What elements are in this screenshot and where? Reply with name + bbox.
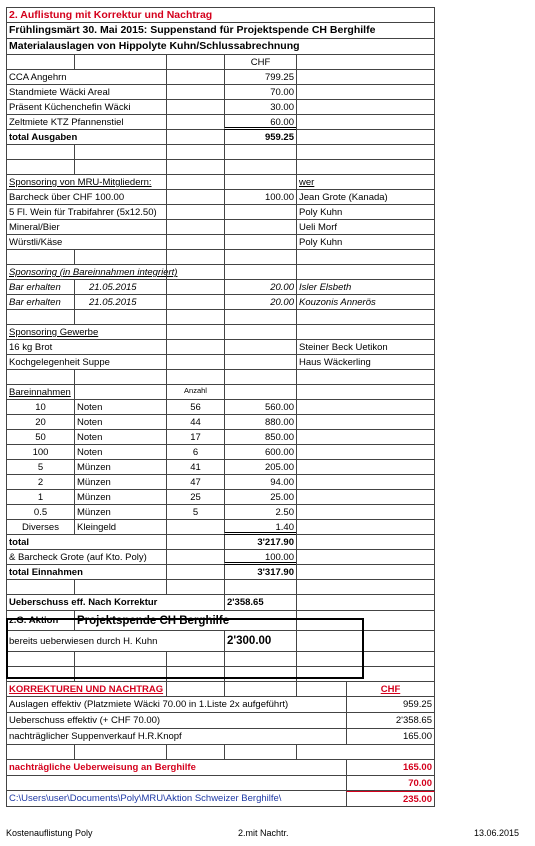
row-amount [224, 175, 296, 190]
row-amount [224, 325, 296, 340]
cash-count: 44 [166, 415, 224, 430]
cell [74, 160, 166, 175]
cash-count: 5 [166, 505, 224, 520]
row-label: Bar erhalten [6, 280, 74, 295]
action-value: Projektspende CH Berghilfe [74, 611, 296, 631]
cell [6, 580, 74, 595]
cell [296, 310, 435, 325]
cash-count: 56 [166, 400, 224, 415]
row-amount: 100.00 [224, 550, 296, 565]
cash-denom: 10 [6, 400, 74, 415]
row-label: Kochgelegenheit Suppe [6, 355, 166, 370]
corrections-currency: CHF [346, 682, 435, 697]
expense-row [6, 100, 435, 115]
cell [166, 295, 224, 310]
corrections-heading: KORREKTUREN UND NACHTRAG [6, 682, 166, 697]
file-path: C:\Users\user\Documents\Poly\MRU\Aktion Schweizer Berghilfe\ [6, 791, 346, 807]
cell [166, 175, 224, 190]
transferred-amount: 2'300.00 [224, 631, 296, 652]
sponsoring-bar-row [6, 295, 435, 310]
blank-row [6, 160, 435, 175]
total-income-row [6, 565, 435, 580]
cell [166, 550, 224, 565]
cell [224, 160, 296, 175]
expense-row [6, 115, 435, 130]
correction-label: Ueberschuss effektiv (+ CHF 70.00) [6, 713, 346, 729]
footer-center: 2.mit Nachtr. [238, 828, 289, 838]
cash-row [6, 490, 435, 505]
cell [166, 535, 224, 550]
cell [296, 460, 435, 475]
row-amount: 3'317.90 [224, 565, 296, 580]
cash-denom: 50 [6, 430, 74, 445]
row-label: Zeltmiete KTZ Pfannenstiel [6, 115, 166, 130]
correction-label: Auslagen effektiv (Platzmiete Wäcki 70.00 in 1.Liste 2x aufgeführt) [6, 697, 346, 713]
cash-type: Kleingeld [74, 520, 166, 535]
row-label: Bar erhalten [6, 295, 74, 310]
sheet-subtitle: Materialauslagen von Hippolyte Kuhn/Schlussabrechnung [6, 39, 435, 55]
currency-header: CHF [224, 55, 296, 70]
event-row [6, 23, 435, 39]
action-label: z.G. Aktion [6, 611, 74, 631]
row-label: Sponsoring (in Bareinnahmen integriert) [6, 265, 166, 280]
blank-row [6, 250, 435, 265]
cash-amount: 560.00 [224, 400, 296, 415]
cash-count: 25 [166, 490, 224, 505]
corrections-heading-row [6, 682, 435, 697]
cash-amount: 205.00 [224, 460, 296, 475]
sponsoring-gewerbe-row [6, 340, 435, 355]
cell [166, 745, 224, 760]
row-who: wer [296, 175, 435, 190]
row-amount: 100.00 [224, 190, 296, 205]
cash-row [6, 415, 435, 430]
cash-heading-row [6, 385, 435, 400]
cash-denom: Diverses [6, 520, 74, 535]
footer-left: Kostenauflistung Poly [6, 828, 93, 838]
row-amount [224, 205, 296, 220]
cash-amount: 880.00 [224, 415, 296, 430]
cash-row [6, 520, 435, 535]
sponsoring-gewerbe-heading [6, 325, 435, 340]
cash-type: Münzen [74, 475, 166, 490]
cell [296, 385, 435, 400]
row-amount: 20.00 [224, 295, 296, 310]
expense-row [6, 70, 435, 85]
row-who: Haus Wäckerling [296, 355, 435, 370]
cash-denom: 5 [6, 460, 74, 475]
sponsoring-members-heading [6, 175, 435, 190]
surplus-box [6, 618, 364, 679]
cell [296, 475, 435, 490]
row-amount [224, 340, 296, 355]
page-footer [6, 828, 526, 842]
title-row [6, 7, 435, 23]
cash-type: Noten [74, 400, 166, 415]
row-label: Standmiete Wäcki Areal [6, 85, 166, 100]
expense-row [6, 85, 435, 100]
row-label: Sponsoring Gewerbe [6, 325, 166, 340]
cash-count: 47 [166, 475, 224, 490]
blank-row [6, 580, 435, 595]
row-date: 21.05.2015 [74, 280, 166, 295]
correction-label: nachträglicher Suppenverkauf H.R.Knopf [6, 729, 346, 745]
row-label: Präsent Küchenchefin Wäcki [6, 100, 166, 115]
row-amount: 799.25 [224, 70, 296, 85]
row-who [296, 100, 435, 115]
row-amount: 70.00 [224, 85, 296, 100]
blank-row [6, 145, 435, 160]
row-amount: 60.00 [224, 115, 296, 130]
cell [224, 370, 296, 385]
row-label: Sponsoring von MRU-Mitgliedern: [6, 175, 166, 190]
cell [166, 280, 224, 295]
row-label: Würstli/Käse [6, 235, 166, 250]
cell [166, 565, 224, 580]
cash-row [6, 430, 435, 445]
cash-amount: 600.00 [224, 445, 296, 460]
cell [74, 250, 166, 265]
cash-row [6, 460, 435, 475]
row-who: Isler Elsbeth [296, 280, 435, 295]
cell [166, 160, 224, 175]
cash-amount: 850.00 [224, 430, 296, 445]
surplus-label: Ueberschuss eff. Nach Korrektur [6, 595, 224, 611]
currency-row [6, 55, 435, 70]
sponsoring-member-row [6, 235, 435, 250]
cash-count: 6 [166, 445, 224, 460]
cell [166, 130, 224, 145]
cell [166, 682, 224, 697]
row-amount [224, 265, 296, 280]
cell [166, 355, 224, 370]
cell [166, 310, 224, 325]
cash-denom: 20 [6, 415, 74, 430]
cell [296, 682, 346, 697]
cash-type: Münzen [74, 505, 166, 520]
cell [296, 430, 435, 445]
cell [74, 385, 166, 400]
cell [6, 310, 74, 325]
cell [296, 415, 435, 430]
cash-row [6, 505, 435, 520]
row-who [296, 70, 435, 85]
cell [166, 250, 224, 265]
cell [296, 745, 435, 760]
path-row [6, 791, 435, 807]
cash-row [6, 400, 435, 415]
row-who [296, 115, 435, 130]
cell [166, 205, 224, 220]
cell [74, 370, 166, 385]
row-label: 5 Fl. Wein für Trabifahrer (5x12.50) [6, 205, 166, 220]
sponsoring-gewerbe-row [6, 355, 435, 370]
cell [224, 385, 296, 400]
extra-amount: 70.00 [346, 776, 435, 791]
cell [166, 145, 224, 160]
extra-row [6, 776, 435, 791]
row-label: Barcheck über CHF 100.00 [6, 190, 166, 205]
row-label: total [6, 535, 166, 550]
cell [166, 235, 224, 250]
cell [224, 745, 296, 760]
row-who: Steiner Beck Uetikon [296, 340, 435, 355]
surplus-amount: 2'358.65 [224, 595, 296, 611]
cash-count: 17 [166, 430, 224, 445]
cash-count [166, 520, 224, 535]
row-amount: 959.25 [224, 130, 296, 145]
row-who [296, 550, 435, 565]
cell [166, 340, 224, 355]
sponsoring-member-row [6, 205, 435, 220]
cell [166, 100, 224, 115]
cell [166, 325, 224, 340]
barcheck-row [6, 550, 435, 565]
cash-denom: 1 [6, 490, 74, 505]
event-title: Frühlingsmärt 30. Mai 2015: Suppenstand für Projektspende CH Berghilfe [6, 23, 435, 39]
surplus-row [6, 595, 435, 611]
cash-type: Noten [74, 415, 166, 430]
row-amount: 20.00 [224, 280, 296, 295]
cell [166, 190, 224, 205]
cash-total-row [6, 535, 435, 550]
transfer-row [6, 760, 435, 776]
correction-row [6, 697, 435, 713]
spreadsheet [6, 7, 435, 824]
cell [6, 160, 74, 175]
cash-type: Münzen [74, 460, 166, 475]
row-who: Kouzonis Annerös [296, 295, 435, 310]
row-who [296, 535, 435, 550]
count-header: Anzahl [166, 385, 224, 400]
cell [296, 400, 435, 415]
row-who [296, 325, 435, 340]
cash-denom: 2 [6, 475, 74, 490]
row-amount: 3'217.90 [224, 535, 296, 550]
footer-right: 13.06.2015 [474, 828, 520, 838]
row-label: total Einnahmen [6, 565, 166, 580]
cell [74, 580, 166, 595]
row-who [296, 265, 435, 280]
transferred-label: bereits ueberwiesen durch H. Kuhn [6, 631, 224, 652]
cell [296, 145, 435, 160]
sheet-title: 2. Auflistung mit Korrektur und Nachtrag [6, 7, 435, 23]
cell [296, 445, 435, 460]
cell [6, 776, 346, 791]
sponsoring-bar-heading [6, 265, 435, 280]
cell [74, 145, 166, 160]
cash-denom: 100 [6, 445, 74, 460]
cell [74, 745, 166, 760]
row-amount [224, 235, 296, 250]
cell [296, 595, 435, 611]
row-who [296, 130, 435, 145]
cash-row [6, 475, 435, 490]
cash-type: Münzen [74, 490, 166, 505]
cell [224, 145, 296, 160]
cell [296, 370, 435, 385]
cell [224, 250, 296, 265]
cash-denom: 0.5 [6, 505, 74, 520]
sponsoring-bar-row [6, 280, 435, 295]
cash-row [6, 445, 435, 460]
row-who [296, 85, 435, 100]
cell [6, 250, 74, 265]
cash-amount: 1.40 [224, 520, 296, 535]
correction-amount: 959.25 [346, 697, 435, 713]
transfer-label: nachträgliche Ueberweisung an Berghilfe [6, 760, 346, 776]
cell [166, 70, 224, 85]
row-who: Ueli Morf [296, 220, 435, 235]
cell [296, 490, 435, 505]
cell [224, 310, 296, 325]
cell [224, 580, 296, 595]
cell [166, 220, 224, 235]
row-who [296, 565, 435, 580]
correction-row [6, 713, 435, 729]
cell [6, 145, 74, 160]
blank-row [6, 310, 435, 325]
cell [6, 370, 74, 385]
row-label: 16 kg Brot [6, 340, 166, 355]
row-label: CCA Angehrn [6, 70, 166, 85]
correction-row [6, 729, 435, 745]
cell [166, 370, 224, 385]
cell [166, 580, 224, 595]
correction-amount: 2'358.65 [346, 713, 435, 729]
cell [296, 505, 435, 520]
row-label: & Barcheck Grote (auf Kto. Poly) [6, 550, 166, 565]
row-amount [224, 355, 296, 370]
blank-row [6, 370, 435, 385]
cell [296, 520, 435, 535]
cash-amount: 25.00 [224, 490, 296, 505]
row-label: total Ausgaben [6, 130, 166, 145]
cash-type: Noten [74, 430, 166, 445]
cell [296, 580, 435, 595]
cell [74, 310, 166, 325]
cash-amount: 94.00 [224, 475, 296, 490]
sponsoring-member-row [6, 220, 435, 235]
blank-row [6, 745, 435, 760]
transfer-amount: 165.00 [346, 760, 435, 776]
cash-heading: Bareinnahmen [6, 385, 74, 400]
row-amount: 30.00 [224, 100, 296, 115]
total-expenses-row [6, 130, 435, 145]
cell [6, 745, 74, 760]
cell [166, 85, 224, 100]
correction-amount: 165.00 [346, 729, 435, 745]
cash-amount: 2.50 [224, 505, 296, 520]
cell [166, 265, 224, 280]
row-who: Jean Grote (Kanada) [296, 190, 435, 205]
row-who: Poly Kuhn [296, 235, 435, 250]
final-amount: 235.00 [346, 791, 435, 807]
cell [224, 682, 296, 697]
cash-count: 41 [166, 460, 224, 475]
cell [296, 250, 435, 265]
sponsoring-member-row [6, 190, 435, 205]
subtitle-row [6, 39, 435, 55]
row-who: Poly Kuhn [296, 205, 435, 220]
row-date: 21.05.2015 [74, 295, 166, 310]
cell [166, 115, 224, 130]
row-amount [224, 220, 296, 235]
cell [296, 160, 435, 175]
cash-type: Noten [74, 445, 166, 460]
row-label: Mineral/Bier [6, 220, 166, 235]
